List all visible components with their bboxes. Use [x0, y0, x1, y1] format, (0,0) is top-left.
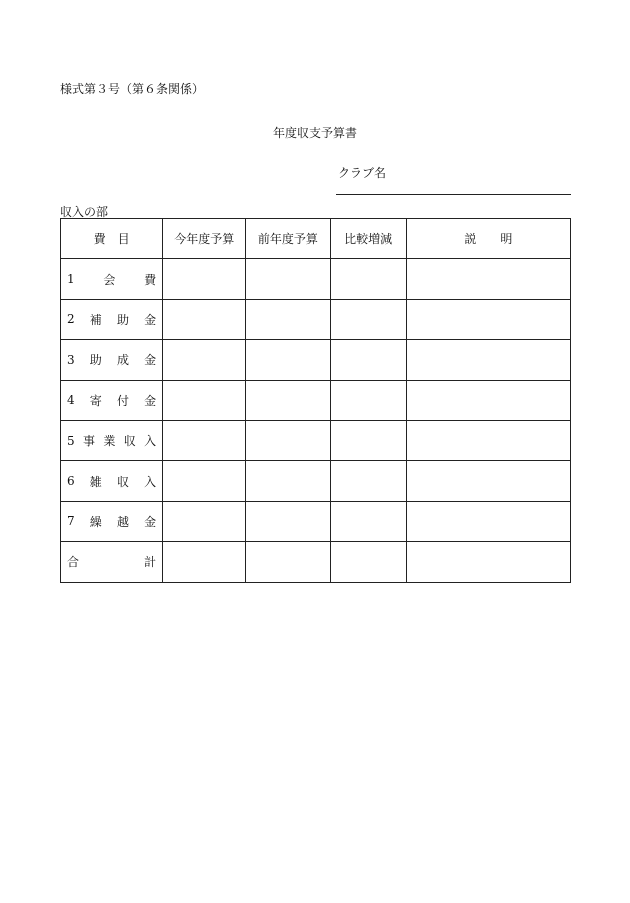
item-name-cell — [61, 259, 163, 299]
item-number: 3 — [67, 352, 75, 367]
current-budget-cell[interactable] — [163, 299, 246, 339]
item-number: 1 — [67, 272, 75, 287]
current-budget-cell[interactable] — [163, 542, 246, 582]
document-title: 年度収支予算書 — [272, 126, 357, 140]
item-char: 寄 — [89, 393, 102, 408]
difference-cell[interactable] — [330, 299, 406, 339]
item-char: 合 — [67, 555, 80, 570]
item-name — [61, 553, 162, 570]
table-row — [61, 299, 571, 339]
explanation-cell[interactable] — [406, 461, 570, 501]
explanation-cell[interactable] — [406, 380, 570, 420]
item-name-cell — [61, 542, 163, 582]
item-char: 事 — [83, 434, 96, 449]
item-name — [61, 513, 162, 530]
item-char: 越 — [116, 514, 129, 529]
difference-cell[interactable] — [330, 501, 406, 541]
item-number: 6 — [67, 474, 75, 489]
item-name — [61, 432, 162, 449]
item-char: 助 — [89, 353, 102, 368]
item-number: 4 — [67, 393, 75, 408]
income-section-label: 収入の部 — [60, 205, 109, 219]
current-budget-cell[interactable] — [163, 420, 246, 460]
header-explanation: 説 明 — [406, 219, 570, 259]
item-char: 入 — [144, 474, 157, 489]
difference-cell[interactable] — [330, 259, 406, 299]
item-name — [61, 311, 162, 328]
table-row — [61, 461, 571, 501]
item-name — [61, 271, 162, 288]
club-name-label: クラブ名 — [338, 166, 387, 180]
header-current-budget: 今年度予算 — [163, 219, 246, 259]
item-name — [61, 392, 162, 409]
item-number: 2 — [67, 312, 75, 327]
difference-cell[interactable] — [330, 461, 406, 501]
item-char: 業 — [103, 434, 116, 449]
item-char: 計 — [144, 555, 157, 570]
explanation-cell[interactable] — [406, 259, 570, 299]
table-row — [61, 542, 571, 582]
table-row — [61, 340, 571, 380]
item-char: 収 — [123, 434, 136, 449]
item-number: 7 — [67, 514, 75, 529]
explanation-cell[interactable] — [406, 501, 570, 541]
previous-budget-cell[interactable] — [246, 501, 330, 541]
difference-cell[interactable] — [330, 380, 406, 420]
item-char: 繰 — [89, 514, 102, 529]
item-char: 費 — [144, 272, 157, 287]
item-char: 助 — [116, 312, 129, 327]
item-char: 雑 — [89, 474, 102, 489]
explanation-cell[interactable] — [406, 542, 570, 582]
previous-budget-cell[interactable] — [246, 542, 330, 582]
table-row — [61, 380, 571, 420]
previous-budget-cell[interactable] — [246, 340, 330, 380]
item-name — [61, 473, 162, 490]
previous-budget-cell[interactable] — [246, 461, 330, 501]
previous-budget-cell[interactable] — [246, 380, 330, 420]
previous-budget-cell[interactable] — [246, 299, 330, 339]
club-name-field-line[interactable] — [336, 194, 571, 195]
difference-cell[interactable] — [330, 542, 406, 582]
previous-budget-cell[interactable] — [246, 420, 330, 460]
item-name-cell — [61, 461, 163, 501]
item-char: 金 — [144, 514, 157, 529]
explanation-cell[interactable] — [406, 340, 570, 380]
header-difference: 比較増減 — [330, 219, 406, 259]
current-budget-cell[interactable] — [163, 340, 246, 380]
item-name — [61, 351, 162, 368]
item-char: 金 — [144, 312, 157, 327]
current-budget-cell[interactable] — [163, 461, 246, 501]
difference-cell[interactable] — [330, 420, 406, 460]
current-budget-cell[interactable] — [163, 501, 246, 541]
item-char: 付 — [116, 393, 129, 408]
item-char: 補 — [89, 312, 102, 327]
item-char: 成 — [116, 353, 129, 368]
item-name-cell — [61, 299, 163, 339]
item-char: 会 — [103, 272, 116, 287]
table-row — [61, 420, 571, 460]
item-name-cell — [61, 420, 163, 460]
explanation-cell[interactable] — [406, 299, 570, 339]
form-number: 様式第３号（第６条関係） — [60, 82, 205, 96]
table-row — [61, 501, 571, 541]
item-name-cell — [61, 501, 163, 541]
item-char: 入 — [144, 434, 157, 449]
item-char: 金 — [144, 393, 157, 408]
item-char: 金 — [144, 353, 157, 368]
item-char: 収 — [116, 474, 129, 489]
explanation-cell[interactable] — [406, 420, 570, 460]
table-header-row — [61, 219, 571, 259]
header-previous-budget: 前年度予算 — [246, 219, 330, 259]
item-name-cell — [61, 380, 163, 420]
income-budget-table — [60, 218, 571, 583]
header-item: 費 目 — [61, 219, 163, 259]
current-budget-cell[interactable] — [163, 259, 246, 299]
current-budget-cell[interactable] — [163, 380, 246, 420]
table-row — [61, 259, 571, 299]
previous-budget-cell[interactable] — [246, 259, 330, 299]
item-number: 5 — [67, 433, 75, 448]
difference-cell[interactable] — [330, 340, 406, 380]
item-name-cell — [61, 340, 163, 380]
